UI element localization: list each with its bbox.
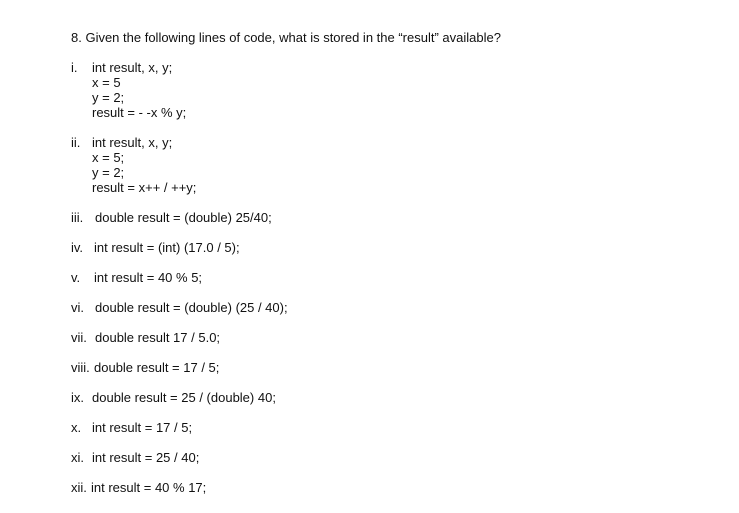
list-item [71,480,87,495]
list-item [71,270,80,285]
question-heading: 8. Given the following lines of code, what is stored in the “result” available? [71,30,501,45]
code-line: double result = 17 / 5; [94,360,220,375]
list-item [71,390,84,405]
item-number: iii. [71,210,84,225]
item-number: i. [71,60,78,75]
list-item [71,240,83,255]
item-number: xii. [71,480,87,495]
code-block [92,390,276,405]
item-number: vii. [71,330,87,345]
code-line: double result 17 / 5.0; [95,330,221,345]
item-number: viii. [71,360,90,375]
code-block [91,480,206,495]
item-number: iv. [71,240,84,255]
code-block [95,210,272,225]
code-line: int result = 40 % 17; [91,480,207,495]
code-block [92,60,186,120]
list-item [71,135,80,150]
item-number: vi. [71,300,84,315]
item-number: xi. [71,450,84,465]
code-line: x = 5 [92,75,121,90]
item-number: x. [71,420,82,435]
code-block [95,330,220,345]
code-line: int result = (int) (17.0 / 5); [94,240,240,255]
code-line: y = 2; [92,90,125,105]
list-item [71,60,78,75]
code-line: x = 5; [92,150,125,165]
code-block [94,270,202,285]
code-line: y = 2; [92,165,125,180]
code-line: double result = 25 / (double) 40; [92,390,276,405]
item-number: v. [71,270,81,285]
code-block [92,450,199,465]
code-line: int result = 17 / 5; [92,420,193,435]
code-block [94,240,240,255]
list-item [71,360,90,375]
code-line: int result = 40 % 5; [94,270,203,285]
item-number: ii. [71,135,81,150]
code-line: double result = (double) (25 / 40); [95,300,288,315]
code-line: double result = (double) 25/40; [95,210,272,225]
list-item [71,210,83,225]
code-block [92,135,196,195]
list-item [71,450,84,465]
list-item [71,330,87,345]
list-item [71,300,84,315]
list-item [71,420,81,435]
item-number: ix. [71,390,84,405]
code-line: result = x++ / ++y; [92,180,197,195]
code-line: int result = 25 / 40; [92,450,200,465]
code-line: int result, x, y; [92,60,173,75]
code-block [95,300,288,315]
code-line: result = - -x % y; [92,105,187,120]
code-line: int result, x, y; [92,135,173,150]
code-block [94,360,219,375]
code-block [92,420,192,435]
